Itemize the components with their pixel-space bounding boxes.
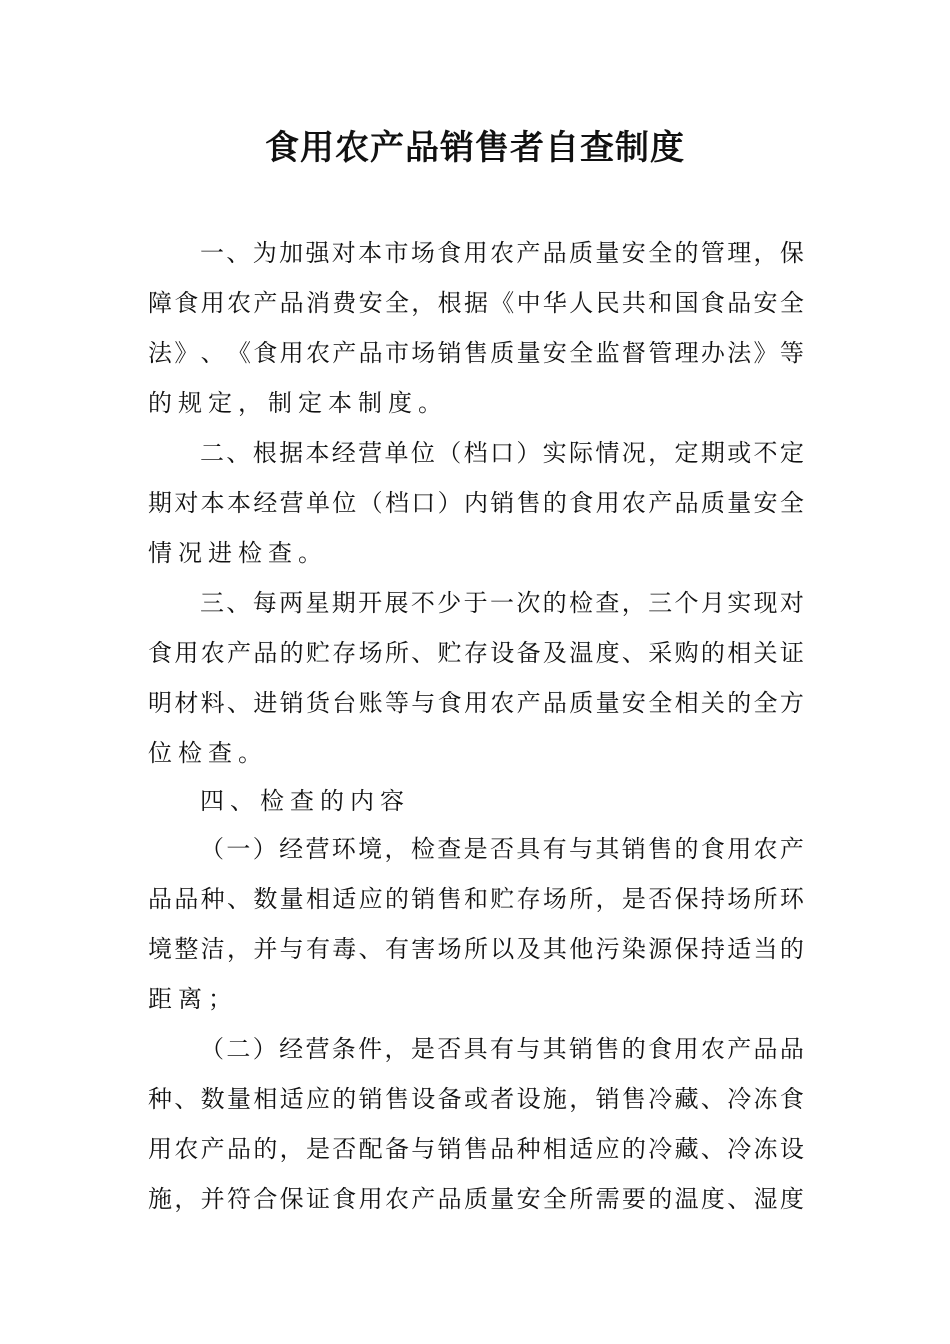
paragraph-line: 食 用 农 产 品 的 贮 存 场 所 、 贮 存 设 备 及 温 度 、 采 购 的 相 关 证 (148, 639, 804, 667)
paragraph-line: 施 ， 并 符 合 保 证 食 用 农 产 品 质 量 安 全 所 需 要 的 温 度 、 湿 度 (148, 1185, 804, 1213)
paragraph-line: 明 材 料 、 进 销 货 台 账 等 与 食 用 农 产 品 质 量 安 全 相 关 的 全 方 (148, 689, 804, 717)
paragraph-line: 境 整 洁 ， 并 与 有 毒 、 有 害 场 所 以 及 其 他 污 染 源 保 持 适 当 的 (148, 935, 804, 963)
paragraph-line: 的规定，制定本制度。 (148, 389, 448, 417)
paragraph-line: （ 二 ） 经 营 条 件 ， 是 否 具 有 与 其 销 售 的 食 用 农 产 品 品 (200, 1035, 804, 1063)
paragraph-line: 位检查。 (148, 739, 268, 767)
paragraph-line: 障 食 用 农 产 品 消 费 安 全 ， 根 据 《 中 华 人 民 共 和 国 食 品 安 全 (148, 289, 804, 317)
paragraph-line: 四、检查的内容 (200, 787, 410, 815)
paragraph-line: （ 一 ） 经 营 环 境 ， 检 查 是 否 具 有 与 其 销 售 的 食 用 农 产 (200, 835, 804, 863)
paragraph-line: 用 农 产 品 的 ， 是 否 配 备 与 销 售 品 种 相 适 应 的 冷 藏 、 冷 冻 设 (148, 1135, 804, 1163)
paragraph-line: 法 》 、 《 食 用 农 产 品 市 场 销 售 质 量 安 全 监 督 管 理 办 法 》 等 (148, 339, 804, 367)
paragraph-line: 种 、 数 量 相 适 应 的 销 售 设 备 或 者 设 施 ， 销 售 冷 藏 、 冷 冻 食 (148, 1085, 804, 1113)
paragraph-line: 一 、 为 加 强 对 本 市 场 食 用 农 产 品 质 量 安 全 的 管 理 ， 保 (200, 239, 804, 267)
paragraph-line: 品 品 种 、 数 量 相 适 应 的 销 售 和 贮 存 场 所 ， 是 否 保 持 场 所 环 (148, 885, 804, 913)
paragraph-line: 距离； (148, 985, 238, 1013)
paragraph-line: 二 、 根 据 本 经 营 单 位 （ 档 口 ） 实 际 情 况 ， 定 期 或 不 定 (200, 439, 804, 467)
paragraph-line: 期 对 本 本 经 营 单 位 （ 档 口 ） 内 销 售 的 食 用 农 产 品 质 量 安 全 (148, 489, 804, 517)
paragraph-line: 情况进检查。 (148, 539, 328, 567)
paragraph-line: 三 、 每 两 星 期 开 展 不 少 于 一 次 的 检 查 ， 三 个 月 实 现 对 (200, 589, 804, 617)
document-title: 食用农产品销售者自查制度 (265, 128, 685, 168)
